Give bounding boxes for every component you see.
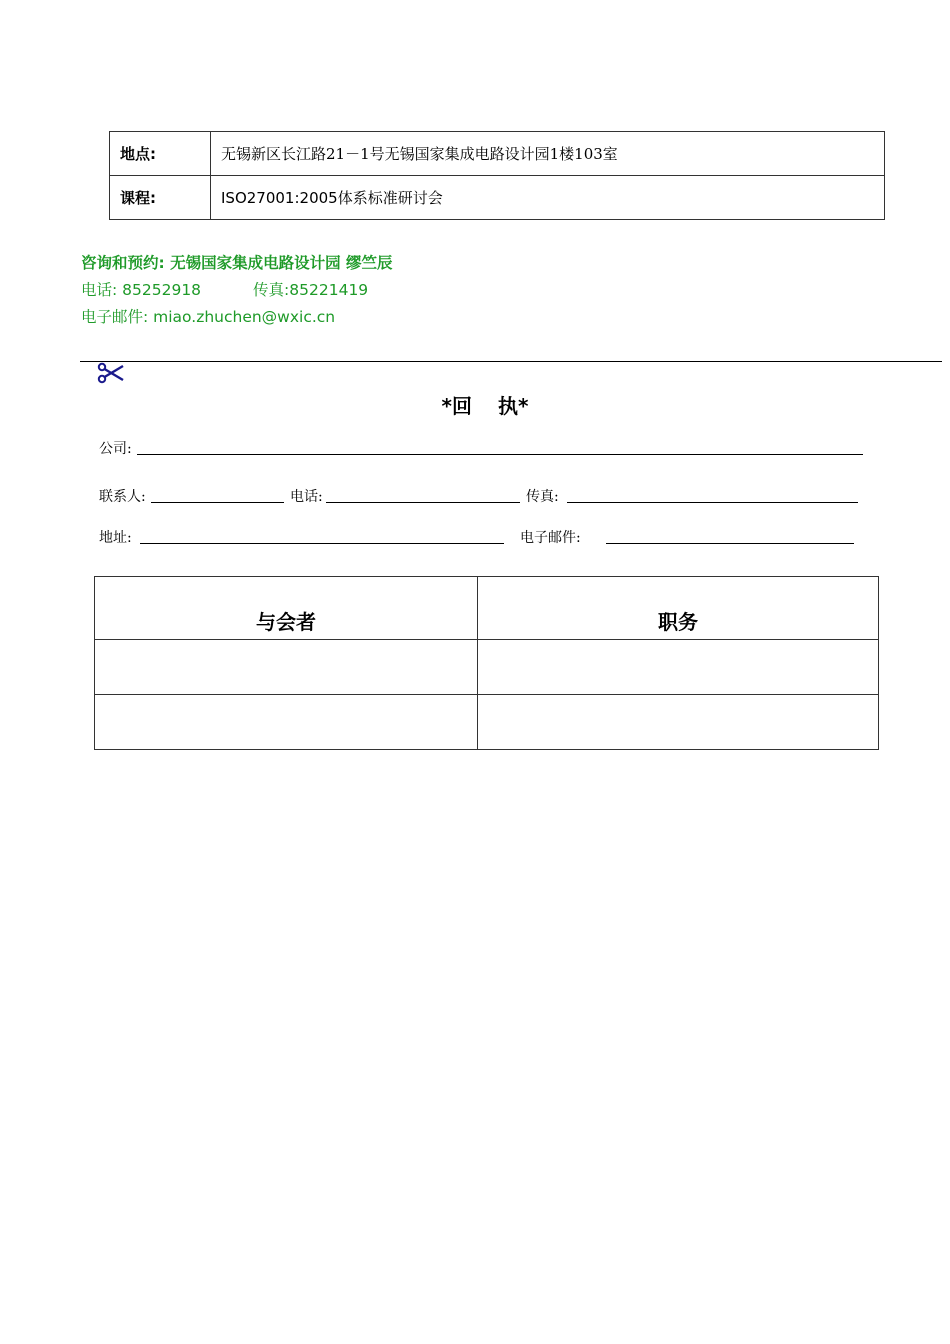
position-cell[interactable] <box>478 695 879 750</box>
contact-fax: 传真:85221419 <box>253 281 369 299</box>
phone-label: 电话: <box>290 489 323 505</box>
course-value: ISO27001:2005体系标准研讨会 <box>211 176 885 220</box>
contact-email: 电子邮件: miao.zhuchen@wxic.cn <box>81 308 336 326</box>
address-label: 地址: <box>99 530 132 546</box>
attendee-cell[interactable] <box>95 640 478 695</box>
company-field[interactable] <box>137 454 863 455</box>
position-header: 职务 <box>478 577 879 640</box>
email-field[interactable] <box>606 543 854 544</box>
attendee-cell[interactable] <box>95 695 478 750</box>
scissors-icon <box>97 362 125 384</box>
email-label: 电子邮件: <box>520 530 581 546</box>
location-label: 地点: <box>110 132 211 176</box>
table-row <box>110 132 885 176</box>
receipt-title: *回 执* <box>441 394 529 418</box>
contact-person-label: 联系人: <box>99 489 146 505</box>
table-row <box>95 640 879 695</box>
consult-line: 咨询和预约: 无锡国家集成电路设计园 缪竺辰 <box>81 254 393 272</box>
fax-field[interactable] <box>567 502 858 503</box>
company-label: 公司: <box>99 441 132 457</box>
table-row <box>95 695 879 750</box>
contact-person-field[interactable] <box>151 502 284 503</box>
attendee-header: 与会者 <box>95 577 478 640</box>
table-row <box>110 176 885 220</box>
table-header-row <box>95 577 879 640</box>
fax-label: 传真: <box>526 489 559 505</box>
course-info-table <box>109 131 885 220</box>
cut-line <box>80 361 942 362</box>
phone-fax-line <box>81 280 368 300</box>
contact-phone: 电话: 85252918 <box>81 281 202 299</box>
phone-field[interactable] <box>326 502 520 503</box>
course-label: 课程: <box>110 176 211 220</box>
location-value: 无锡新区长江路21－1号无锡国家集成电路设计园1楼103室 <box>211 132 885 176</box>
attendee-table <box>94 576 879 750</box>
address-field[interactable] <box>140 543 504 544</box>
position-cell[interactable] <box>478 640 879 695</box>
